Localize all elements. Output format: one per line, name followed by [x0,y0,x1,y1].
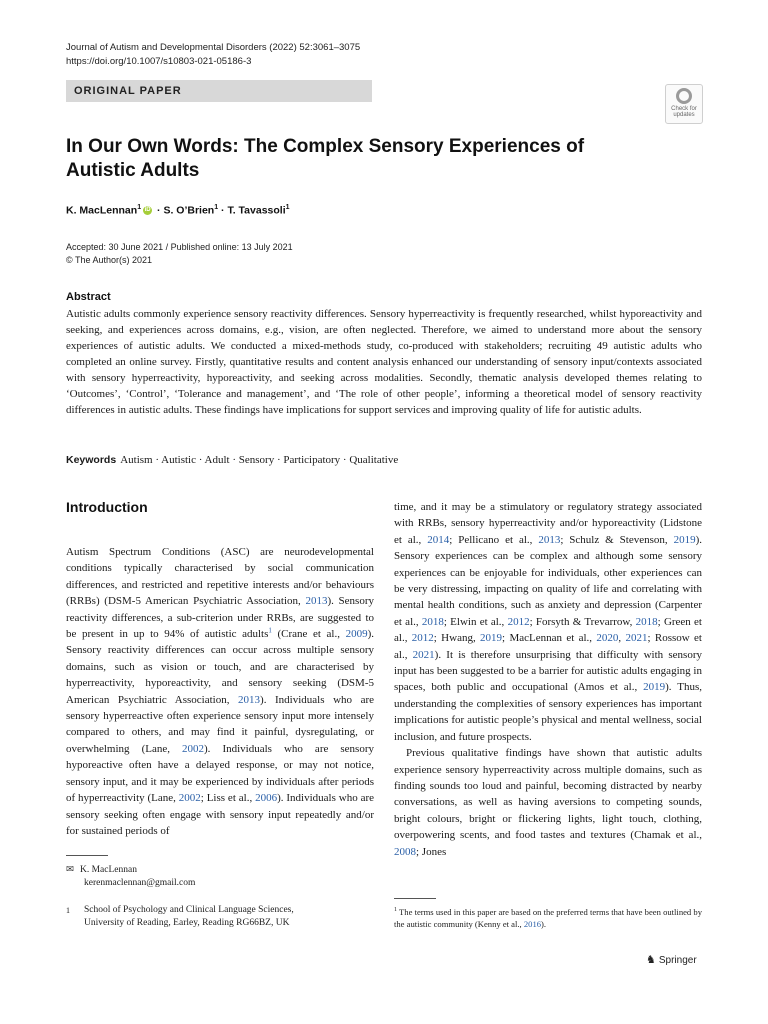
right-column [394,499,702,860]
journal-header [66,41,360,69]
abstract-heading: Abstract [66,291,111,303]
check-for-updates-badge[interactable]: Check for updates [665,84,703,124]
citation-link[interactable]: 2016 [523,919,542,930]
author-list: K. MacLennan$^1$ iD · S. O’Brien$^1$ · T. Tavassoli$^1$ [66,204,290,217]
publisher-logo: ♞ Springer [646,954,697,966]
doi-link[interactable]: https://doi.org/10.1007/s10803-021-05186-3 [66,56,252,67]
article-title: In Our Own Words: The Complex Sensory Experiences of Autistic Adults [66,136,585,181]
citation-link[interactable]: 2013 [305,595,328,608]
citation-link[interactable]: 2013 [538,533,561,546]
copyright: © The Author(s) 2021 [66,255,153,265]
springer-horse-icon: ♞ [646,954,656,966]
citation-link[interactable]: 2002 [178,792,201,805]
section-banner: ORIGINAL PAPER [66,80,372,102]
citation-link[interactable]: 2019 [480,632,503,645]
citation-link[interactable]: 2019 [673,533,696,546]
citation-link[interactable]: 2013 [238,693,261,706]
paragraph: time, and it may be a stimulatory or regulatory strategy associated with RRBs, sensory hyperreactivity and/or hyporeactivity (Lidstone et al., 2014; Pellicano et al., 2013; Schulz & Stevenson, 2019). Sensory experiences can be complex and although some sensory experiences can be enjoyable for individuals, other experiences can be very distressing, impacting on quality of life and correlating with mental health conditions, such as anxiety and depression (Carpenter et al., 2018; Elwin et al., 2012; Forsyth & Trevarrow, 2018; Green et al., 2012; Hwang, 2019; MacLennan et al., 2020, 2021; Rossow et al., 2021). It is therefore unsurprising that difficulty with sensory input has been suggested to be a barrier for autistic adults engaging in spaces, both public and occupational (Amos et al., 2019). Thus, understanding the complexities of sensory experiences has important implications for autistic people’s physical and mental wellness, social inclusion, and future prospects. [394,501,702,743]
paragraph: Previous qualitative findings have shown that autistic adults experience sensory hyperreactivity across multiple domains, such as finding sounds too loud and painful, becoming distracted by nearby conversations, as well as having aversions to competing sounds, bright colours, bright or flickering lights, light touch, clothing, overpowering scents, and food tastes and textures (Chamak et al., 2008; Jones [394,747,702,858]
paragraph: Autism Spectrum Conditions (ASC) are neurodevelopmental conditions typically characterised by social communication differences, and restricted and repetitive interests and/or behaviours (RRBs) (DSM-5 American Psychiatric Association, 2013). Sensory reactivity differences, a sub-criterion under RRBs, are suggested to be present in up to 94% of autistic adults$^1$ (Crane et al., 2009). Sensory reactivity differences can occur across multiple sensory domains, such as vision or touch, and are characterised by hyperreactivity, hyporeactivity, and sensory seeking (DSM-5 American Psychiatric Association, 2013). Individuals who are sensory hyperreactive often experience sensory input more intensely compared to others, and may find it painful, dysregulating, or overwhelming (Lane, 2002). Individuals who are sensory hyporeactive often have a delayed response, or may not notice, sensory input, and it may be experienced by individuals after periods of hyperreactivity (Lane, 2002; Liss et al., 2006). Individuals who are sensory seeking often engage with sensory input repeatedly and/or for sustained periods of [66,546,375,837]
author-name: S. O’Brien [163,204,215,217]
orcid-icon[interactable]: iD [144,207,151,214]
citation-link[interactable]: 2021 [625,632,648,645]
check-updates-icon [676,88,692,104]
citation-link[interactable]: 2021 [412,648,435,661]
keywords-label: Keywords [66,454,117,466]
keywords [66,454,398,466]
citation-link[interactable]: 2012 [507,615,530,628]
author-name: T. Tavassoli [227,204,286,217]
contact-email[interactable]: kerenmaclennan@gmail.com [84,878,196,888]
citation-link[interactable]: 2008 [394,845,416,858]
affiliation: 1 School of Psychology and Clinical Language Sciences, University of Reading, Earley, Reading RG66BZ, UK [66,905,294,928]
corresponding-author: ✉ K. MacLennan kerenmaclennan@gmail.com [66,865,196,888]
footnote-ref[interactable]: 1 [268,626,272,635]
citation-link[interactable]: 2018 [635,615,658,628]
citation-link[interactable]: 2006 [255,792,278,805]
citation-link[interactable]: 2014 [427,533,450,546]
citation-link[interactable]: 2009 [345,628,368,641]
footnote: $^1$ The terms used in this paper are based on the preferred terms that have been outlined by the autistic community (Kenny et al., 2016). [394,906,702,930]
citation-link[interactable]: 2012 [411,632,434,645]
introduction-heading: Introduction [66,499,148,515]
author-name: K. MacLennan [66,204,138,217]
citation-link[interactable]: 2020 [596,632,619,645]
footnote-divider [394,898,436,899]
left-column [66,544,374,839]
publication-dates: Accepted: 30 June 2021 / Published online: 13 July 2021 © The Author(s) 2021 [66,242,293,265]
envelope-icon: ✉ [66,865,74,875]
footnote-divider [66,855,108,856]
citation-link[interactable]: 2018 [421,615,444,628]
abstract-text: Autistic adults commonly experience sensory reactivity differences. Sensory hyperreactivity is frequently researched, whilst hyporeactivity and seeking, and experiences across domains, e.g., vision, are often neglected. Therefore, we aimed to understand more about the sensory experiences of autistic adults. We conducted a mixed-methods study, co-produced with stakeholders; recruiting 49 autistic adults who completed an online survey. Firstly, quantitative results and content analysis enhanced our understanding of sensory input/contexts associated with sensory hyperreactivity, hyporeactivity, and seeking across modalities. Secondly, thematic analysis developed themes relating to ‘Outcomes’, ‘Control’, ‘Tolerance and management’, and ‘The role of other people’, informing a theoretical model of sensory reactivity differences in autistic adults. These findings have implications for support services and improving quality of life for autistic adults. [66,308,702,416]
journal-citation: Journal of Autism and Developmental Disorders (2022) 52:3061–3075 [66,42,361,53]
citation-link[interactable]: 2019 [643,681,666,694]
keywords-list: Autism · Autistic · Adult · Sensory · Participatory · Qualitative [120,454,399,466]
citation-link[interactable]: 2002 [182,742,204,755]
